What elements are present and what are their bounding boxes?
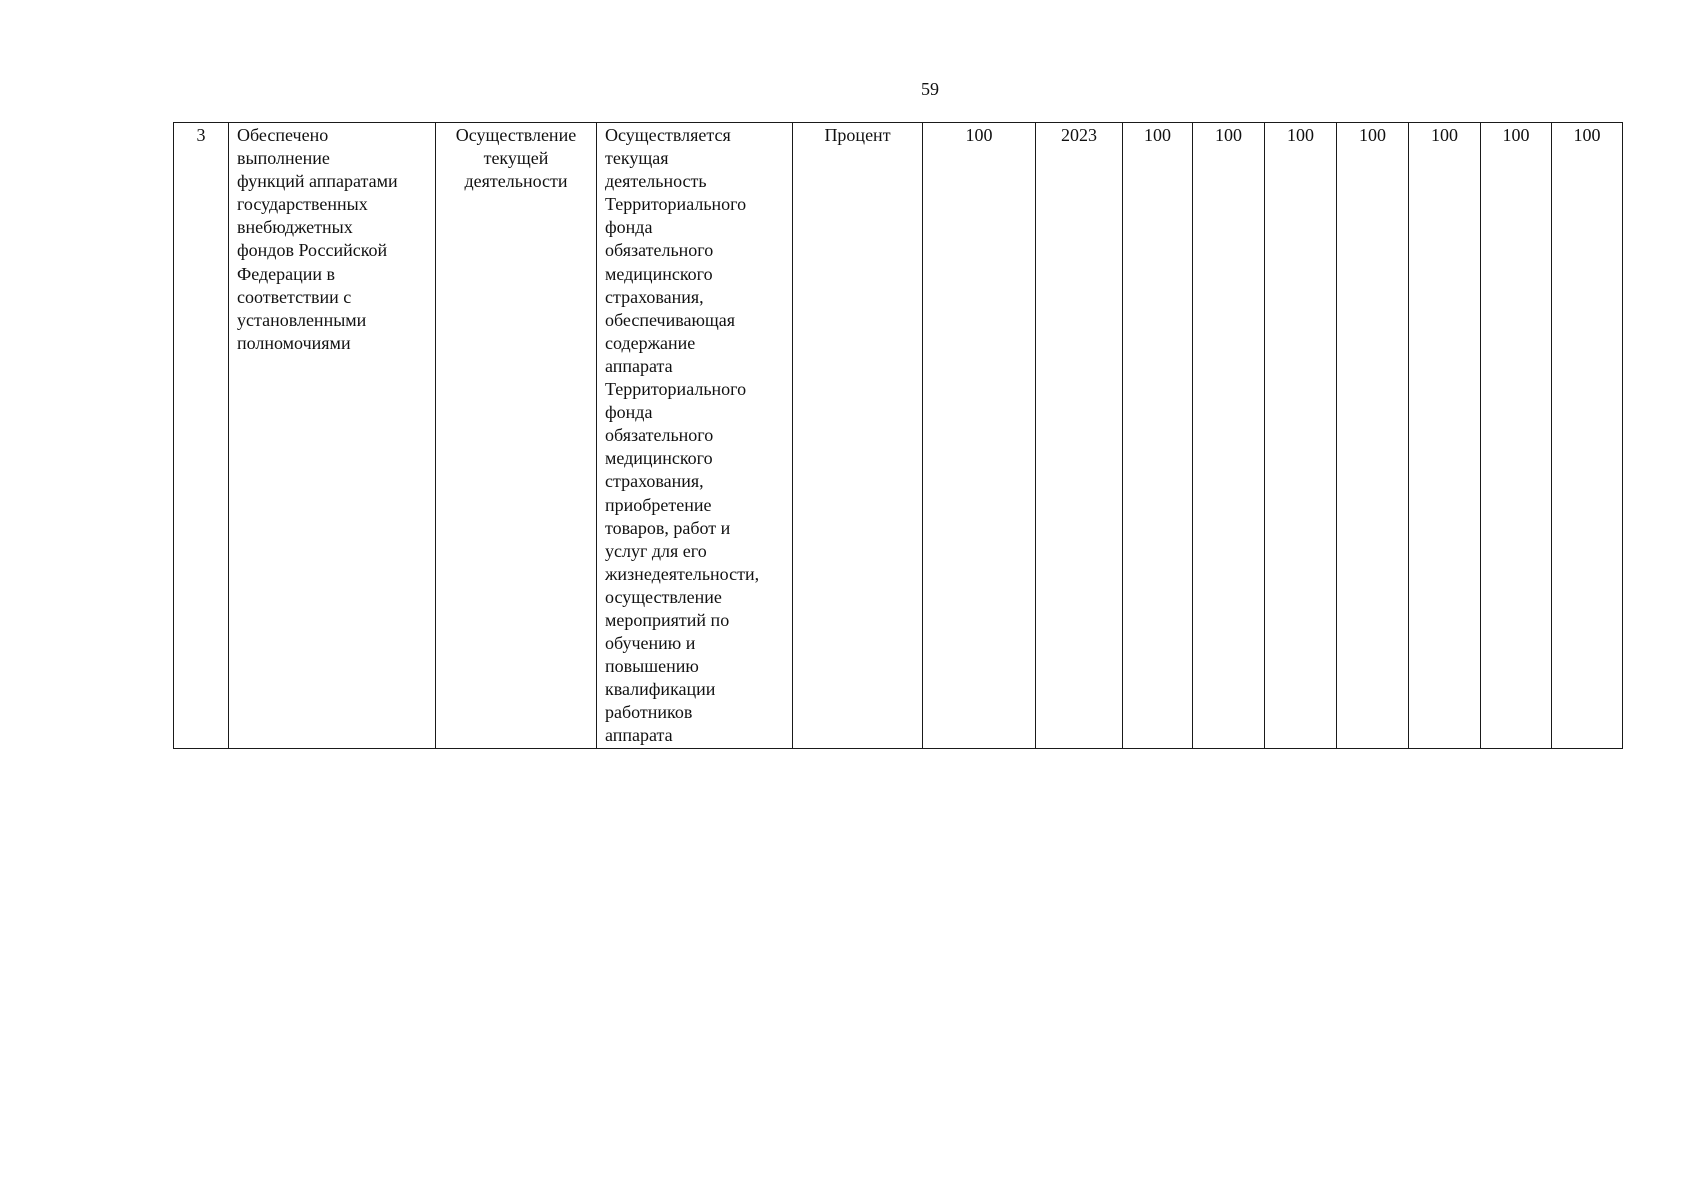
value-cell-4: 100 [1337,123,1409,749]
value-cell-7: 100 [1552,123,1623,749]
value-cell-5: 100 [1409,123,1481,749]
value-cell-2: 100 [1193,123,1265,749]
task-type-cell: Осуществление текущей деятельности [436,123,597,749]
row-index-cell: 3 [174,123,229,749]
table-row [174,123,1623,749]
page-number: 59 [921,79,939,99]
value-cell-6: 100 [1481,123,1552,749]
unit-cell: Процент [793,123,923,749]
value-cell-1: 100 [1123,123,1193,749]
indicators-table [173,122,1623,749]
base-value-cell: 100 [923,123,1036,749]
value-cell-3: 100 [1265,123,1337,749]
base-year-cell: 2023 [1036,123,1123,749]
description-cell: Осуществляется текущая деятельность Территориального фонда обязательного медицинского страхования, обеспечивающая содержание аппарата Территориального фонда обязательного медицинского страхования, приобретение товаров, работ и услуг для его жизнедеятельности, осуществление мероприятий по обучению и повышению квалификации работников аппарата [597,123,793,749]
result-cell: Обеспечено выполнение функций аппаратами государственных внебюджетных фондов Российской Федерации в соответствии с установленными полномочиями [229,123,436,749]
